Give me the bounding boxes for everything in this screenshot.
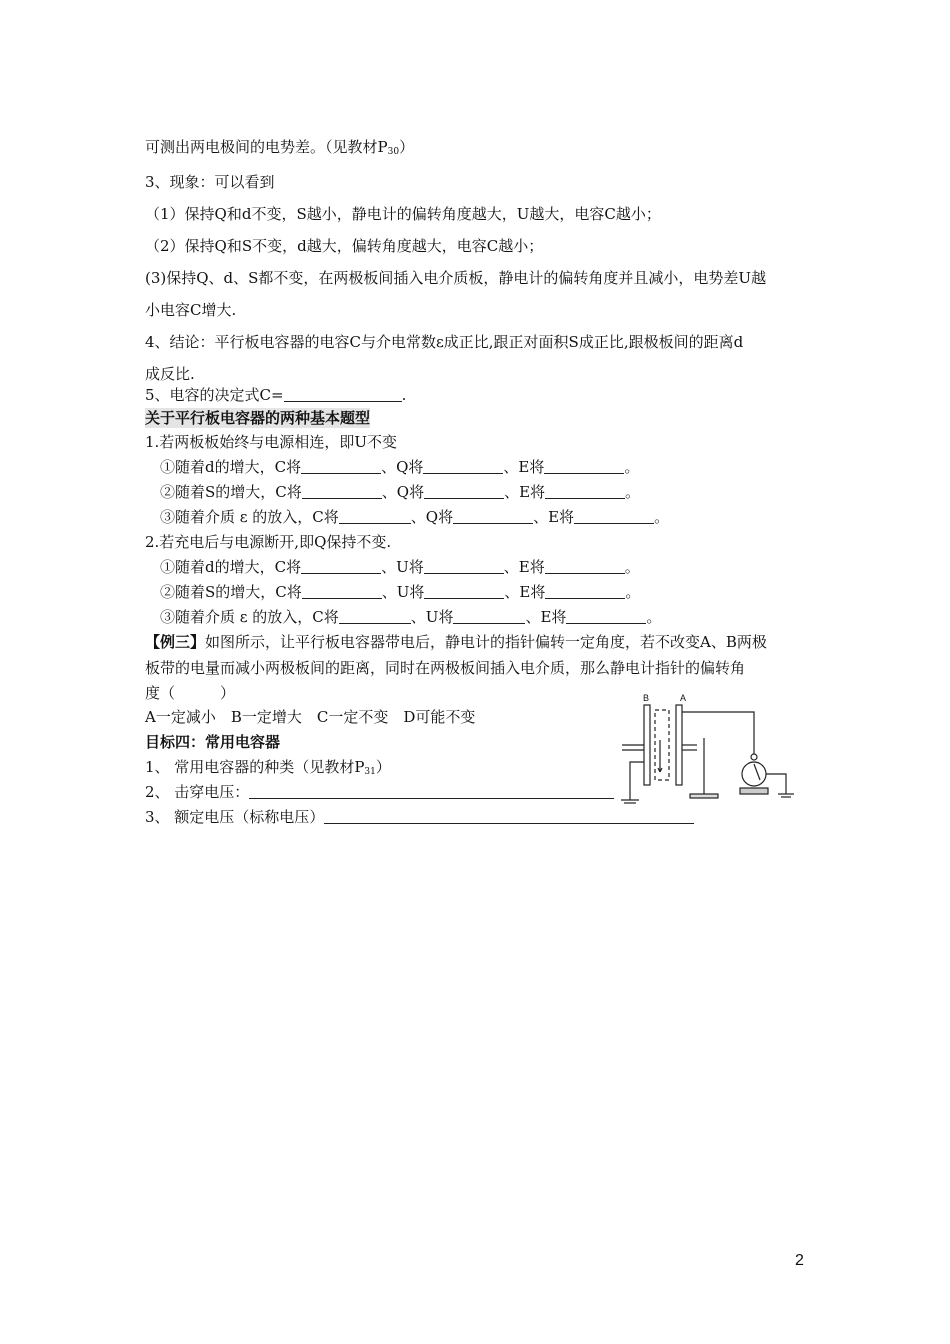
answer-blank[interactable]	[453, 609, 525, 624]
answer-blank[interactable]	[453, 509, 533, 524]
case1-title: 1.若两板板始终与电源相连，即U不变	[145, 433, 397, 451]
label-b: B	[643, 693, 650, 703]
answer-blank[interactable]	[545, 584, 625, 599]
goal4-item-2: 2、 击穿电压：	[145, 782, 614, 802]
plate-a	[676, 705, 682, 785]
answer-blank[interactable]	[544, 459, 624, 474]
case2-item-3: ③随着介质 ε 的放入，C将 、U将 、E将 。	[160, 608, 662, 626]
capacitor-electrometer-diagram	[612, 690, 802, 810]
answer-blank[interactable]	[249, 784, 614, 799]
example3-line-2: 板带的电量而减小两极板间的距离，同时在两极板间插入电介质，那么静电计指针的偏转角	[145, 659, 746, 677]
answer-blank[interactable]	[339, 509, 411, 524]
answer-blank[interactable]	[545, 484, 625, 499]
answer-blank[interactable]	[301, 459, 381, 474]
formula-line: 5、电容的决定式C= .	[145, 386, 407, 404]
answer-blank[interactable]	[574, 509, 654, 524]
conclusion-cont: 成反比.	[145, 365, 195, 383]
goal4-heading: 目标四：常用电容器	[145, 733, 281, 751]
phenomenon-2: （2）保持Q和S不变，d越大，偏转角度越大，电容C越小；	[145, 237, 544, 255]
label-a: A	[680, 693, 687, 703]
wire-a-electrometer	[682, 712, 754, 754]
phenomenon-1: （1）保持Q和d不变，S越小，静电计的偏转角度越大，U越大，电容C越小；	[145, 205, 661, 223]
text-line-1: 可测出两电极间的电势差。（见教材$P_{30}$）	[145, 138, 415, 157]
electrometer-knob	[751, 754, 757, 760]
text-line-2: 3、现象：可以看到	[145, 173, 275, 191]
answer-blank[interactable]	[424, 484, 504, 499]
answer-blank[interactable]	[324, 809, 694, 824]
phenomenon-3-cont: 小电容C增大.	[145, 301, 237, 319]
answer-blank[interactable]	[545, 559, 625, 574]
case2-item-1: ①随着d的增大，C将 、U将 、E将 。	[160, 558, 640, 576]
example3-options: A一定减小 B一定增大 C一定不变 D可能不变	[145, 708, 476, 726]
answer-blank[interactable]	[423, 459, 503, 474]
answer-blank[interactable]	[566, 609, 646, 624]
answer-blank[interactable]	[424, 584, 504, 599]
wire-b-ground	[630, 762, 644, 800]
conclusion: 4、结论：平行板电容器的电容C与介电常数ε成正比,跟正对面积S成正比,跟极板间的距离d	[145, 333, 744, 351]
section-heading-basic: 关于平行板电容器的两种基本题型	[145, 409, 371, 427]
goal4-item-3: 3、 额定电压（标称电压）	[145, 807, 694, 827]
example3-line-3: 度（ ）	[145, 684, 236, 702]
answer-blank[interactable]	[302, 584, 382, 599]
wire-electrometer-ground	[766, 774, 786, 794]
example3-label: 【例三】	[145, 633, 206, 651]
page-number: 2	[795, 1252, 804, 1269]
plate-b	[644, 705, 650, 785]
goal4-item-1: 1、 常用电容器的种类（见教材$P_{31}$）	[145, 758, 391, 777]
stand-base	[690, 794, 718, 798]
case1-item-2: ②随着S的增大，C将 、Q将 、E将 。	[160, 483, 641, 501]
dielectric-slab	[655, 710, 669, 780]
example3-line-1: 【例三】如图所示，让平行板电容器带电后，静电计的指针偏转一定角度，若不改变A、B两极	[145, 633, 767, 651]
case2-item-2: ②随着S的增大，C将 、U将 、E将 。	[160, 583, 641, 601]
answer-blank[interactable]	[339, 609, 411, 624]
case1-item-1: ①随着d的增大，C将 、Q将 、E将 。	[160, 458, 640, 476]
answer-blank[interactable]	[302, 484, 382, 499]
electrometer-base	[740, 788, 768, 794]
answer-blank[interactable]	[424, 559, 504, 574]
formula-blank[interactable]	[284, 387, 402, 402]
phenomenon-3: (3)保持Q、d、S都不变，在两极板间插入电介质板，静电计的偏转角度并且减小，电势差U越	[145, 269, 767, 287]
case1-item-3: ③随着介质 ε 的放入，C将 、Q将 、E将 。	[160, 508, 670, 526]
case2-title: 2.若充电后与电源断开,即Q保持不变.	[145, 533, 392, 551]
answer-blank[interactable]	[301, 559, 381, 574]
